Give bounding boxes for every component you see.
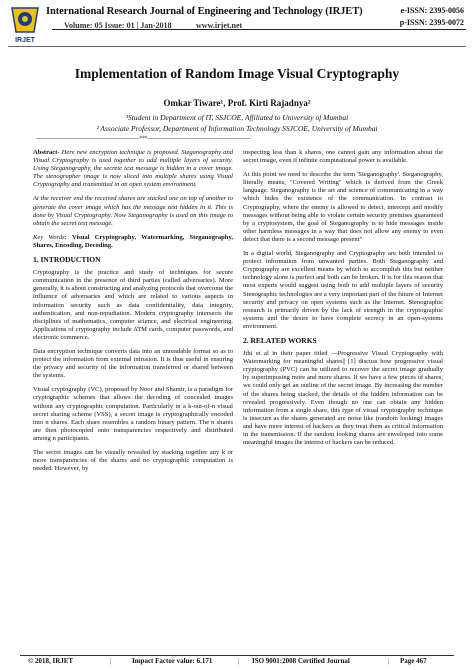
irjet-logo — [8, 4, 42, 44]
paper-authors: Omkar Tiware¹, Prof. Kirti Rajadnya² — [163, 98, 311, 108]
right-column — [243, 149, 443, 453]
keywords-list: : Visual Cryptography, Watermarking, Steganography, Shares, Encoding, Decoding. — [33, 233, 233, 249]
related-works-paragraph: Jthi et al in their paper titled —Progressive Visual Cryptography with Watermarking for meaningful shares|| [1] discuss how progressive visual cryptography (PVC) can be utilized to recover the secret image gradually by superimposing more and more shares. If we have a few pieces of shares, we could only get an outline of the secret image. By increasing the number of the shares being stacked, the details of the hidden information can be revealed progressively. Even though no one can obtain any hidden information from a single share, this type of visual cryptography technique is insecure as the shares generated are noise like (random looking) images and have more interest of hackers as they treat them as critical information in the transmission. If the random looking shares are enveloped into some meaningful images the interest of hackers can be reduced. — [243, 350, 443, 447]
section-heading-introduction: 1. INTRODUCTION — [33, 255, 101, 265]
paper-title: Implementation of Random Image Visual Cryptography — [74, 66, 400, 81]
intro-paragraph-4: The secret images can be visually revealed by stacking together any k or more transparencies of the shares and no cryptographic computation is needed. However, by — [33, 449, 233, 473]
journal-website[interactable]: www.irjet.net — [196, 21, 243, 30]
abstract-text-2: At the receiver end the received shares are stacked one on top of another to generate the cover image which has the message text hidden in it. This is done by Visual Cryptography. Now Steganography is used on this image to obtain the secret text message. — [33, 195, 233, 227]
right-paragraph-1: inspecting less than k shares, one cannot gain any information about the secret image, even if infinite computational power is available. — [243, 149, 443, 165]
logo-text: IRJET — [15, 37, 35, 44]
keywords — [33, 234, 233, 250]
footer-separator: | — [238, 657, 240, 665]
affiliation-1: ¹Student in Department of IT, SSJCOE, Affiliated to University of Mumbai — [125, 113, 349, 122]
keywords-label: Key Words — [33, 233, 65, 241]
header-divider — [52, 29, 466, 30]
p-issn: p-ISSN: 2395-0072 — [399, 18, 464, 27]
footer-page-number: Page 467 — [400, 657, 427, 665]
section-separator: ---------------------------------------------------------------------***--------------------------------------------------------------------- — [36, 136, 251, 142]
left-column — [33, 149, 233, 479]
journal-title: International Research Journal of Engineering and Technology (IRJET) — [46, 6, 363, 17]
right-paragraph-3: In a digital world, Steganography and Cryptography are both intended to protect information from unwanted parties. Both Steganography and Cryptography are excellent means by which to accomplish this but neither technology alone is perfect and both can be broken. It is for this reason that most experts would suggest using both to add multiple layers of security Stenographic technologies are a very important part of the future of Internet security and privacy on open systems such as the Internet. Stenographic research is primarily driven by the lack of strength in the cryptographic systems and the desire to have complete secrecy in an open-systems environment. — [243, 250, 443, 330]
intro-paragraph-2: Data encryption technique converts data into an unreadable format so as to protect the information from external intrusion. It is thus useful in ensuring the privacy and security of the information transferred or shared between the systems. — [33, 347, 233, 380]
footer-copyright: © 2018, IRJET — [28, 657, 74, 665]
footer-iso: ISO 9001:2008 Certified Journal — [252, 657, 350, 665]
section-heading-related-works: 2. RELATED WORKS — [243, 335, 317, 345]
right-paragraph-2: At this point we need to describe the term 'Steganography'. Steganography, literally means, "Covered Writing" which is derived from the Greek language. Steganography is the art and science of communicating in a way which hides the existence of the communication. In contrast to Cryptography, where the enemy is allowed to detect, intercept and modify messages without being able to violate certain security premises guaranteed by a cryptosystem, the goal of Steganography is to hide messages inside other harmless messages in a way that does not allow any enemy to even detect that there is a second message present" — [243, 171, 443, 243]
footer-rule — [20, 655, 454, 656]
abstract — [33, 149, 233, 189]
affiliation-2: ² Associate Professor, Department of Information Technology SSJCOE, University of Mumbai — [96, 124, 378, 133]
footer-separator: | — [110, 657, 112, 665]
footer-impact-factor: Impact Factor value: 6.171 — [132, 657, 213, 665]
journal-header — [8, 4, 466, 48]
header-bottom-rule — [8, 46, 466, 47]
volume-info: Volume: 05 Issue: 01 | Jan-2018 — [64, 21, 172, 30]
abstract-text-1: Here new encryption technique is proposed. Steganography and Visual Cryptography is used together to add multiple layers of security. Using Steganography, the secrete text message is hidden in a cover image. The stenographer image is now sliced into multiple shares using Visual Cryptography and transmitted in an open system environment. — [33, 149, 233, 189]
e-issn: e-ISSN: 2395-0056 — [400, 6, 464, 15]
abstract-label: Abstract- — [33, 149, 60, 156]
footer-separator: | — [388, 657, 390, 665]
intro-paragraph-1: Cryptography is the practice and study of techniques for secure communication in the presence of third parties (called adversaries). More generally, it is about constructing and analyzing protocols that overcome the influence of adversaries and which are related to various aspects in information security such as data confidentiality, data integrity, authentication, and non-repudiation. Modern cryptography intersects the disciplines of mathematics, computer science, and electrical engineering. Applications of cryptography include ATM cards, computer passwords, and electronic commerce. — [33, 269, 233, 341]
intro-paragraph-3: Visual cryptography (VC), proposed by Noor and Shamir, is a paradigm for cryptographic schemes that allows the decoding of concealed images without any cryptographic computation. Particularly in a k-out-of-n visual secret sharing scheme (VSS), a secret image is cryptographically encoded into n shares. Each share resembles a random binary pattern. The n shares are then photocopied onto transparencies respectively and distributed among n participants. — [33, 386, 233, 442]
